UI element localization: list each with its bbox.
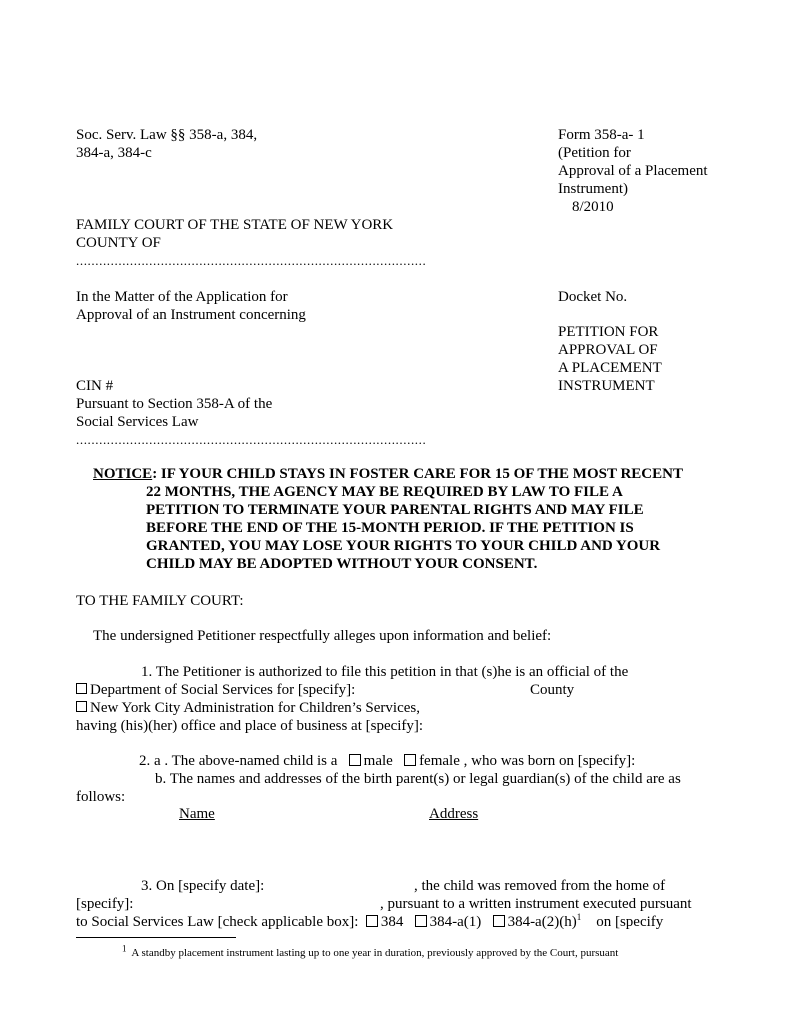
paragraph-2b-cont: follows: bbox=[76, 789, 126, 805]
address-column-header: Address bbox=[429, 806, 479, 822]
pursuant-line1: Pursuant to Section 358-A of the bbox=[76, 396, 273, 412]
female-checkbox[interactable] bbox=[404, 754, 416, 766]
option-acs[interactable]: New York City Administration for Children’s Services, bbox=[76, 699, 420, 717]
paragraph-3-date: 3. On [specify date]: bbox=[141, 878, 265, 894]
notice-line3: PETITION TO TERMINATE YOUR PARENTAL RIGHTS AND MAY FILE bbox=[146, 502, 644, 518]
form-description-line2: Approval of a Placement bbox=[558, 163, 708, 179]
notice-block bbox=[93, 465, 683, 573]
court-divider: ........................................................................................... bbox=[76, 253, 427, 268]
cin-label: CIN # bbox=[76, 378, 114, 394]
footnote-mark: 1 bbox=[122, 943, 127, 954]
matter-line2: Approval of an Instrument concerning bbox=[76, 307, 306, 323]
salutation: TO THE FAMILY COURT: bbox=[76, 593, 244, 609]
form-date: 8/2010 bbox=[572, 199, 614, 215]
notice-line5: GRANTED, YOU MAY LOSE YOUR RIGHTS TO YOUR CHILD AND YOUR bbox=[146, 538, 661, 554]
paragraph-3-instrument: , pursuant to a written instrument executed pursuant bbox=[380, 896, 692, 912]
docket-label: Docket No. bbox=[558, 289, 628, 305]
paragraph-1: 1. The Petitioner is authorized to file this petition in that (s)he is an official of the bbox=[141, 664, 629, 680]
caption-divider: ........................................................................................... bbox=[76, 432, 427, 447]
checkbox-384a1[interactable] bbox=[415, 915, 427, 927]
paragraph-2a: 2. a . The above-named child is a male female , who was born on [specify]: bbox=[139, 753, 636, 769]
name-column-header: Name bbox=[179, 806, 215, 822]
office-address-line: having (his)(her) office and place of business at [specify]: bbox=[76, 718, 424, 734]
paragraph-3-home: [specify]: bbox=[76, 896, 134, 912]
county-label: COUNTY OF bbox=[76, 235, 161, 251]
intro-paragraph: The undersigned Petitioner respectfully alleges upon information and belief: bbox=[93, 628, 552, 644]
checkbox-384[interactable] bbox=[366, 915, 378, 927]
notice-line1: NOTICE: IF YOUR CHILD STAYS IN FOSTER CARE FOR 15 OF THE MOST RECENT bbox=[93, 466, 683, 482]
checkbox-384a2h[interactable] bbox=[493, 915, 505, 927]
statute-citation-line2: 384-a, 384-c bbox=[76, 145, 152, 161]
petition-title-line4: INSTRUMENT bbox=[558, 378, 655, 394]
acs-checkbox[interactable] bbox=[76, 701, 87, 712]
petition-title-line1: PETITION FOR bbox=[558, 324, 659, 340]
footnote: $^1$ A standby placement instrument lasting up to one year in duration, previously approved by the Court, pursuant bbox=[122, 943, 619, 959]
paragraph-2b: b. The names and addresses of the birth parent(s) or legal guardian(s) of the child are as bbox=[155, 771, 681, 787]
male-checkbox[interactable] bbox=[349, 754, 361, 766]
paragraph-3-statute: to Social Services Law [check applicable box]: 384 384-a(1) $384-a(2)(h)^1$ on [specify bbox=[76, 912, 664, 930]
petition-title-line3: A PLACEMENT bbox=[558, 360, 662, 376]
county-label-2: County bbox=[530, 682, 575, 698]
notice-label: NOTICE bbox=[93, 466, 153, 482]
form-description-line3: Instrument) bbox=[558, 181, 628, 197]
form-description-line1: (Petition for bbox=[558, 145, 631, 161]
paragraph-3-removed: , the child was removed from the home of bbox=[414, 878, 666, 894]
matter-line1: In the Matter of the Application for bbox=[76, 289, 288, 305]
notice-line6: CHILD MAY BE ADOPTED WITHOUT YOUR CONSENT. bbox=[146, 556, 538, 572]
form-number: Form 358-a- 1 bbox=[558, 127, 645, 143]
petition-title-line2: APPROVAL OF bbox=[558, 342, 658, 358]
statute-citation-line1: Soc. Serv. Law §§ 358-a, 384, bbox=[76, 127, 258, 143]
court-name: FAMILY COURT OF THE STATE OF NEW YORK bbox=[76, 217, 394, 233]
dss-checkbox[interactable] bbox=[76, 683, 87, 694]
notice-line4: BEFORE THE END OF THE 15-MONTH PERIOD. IF THE PETITION IS bbox=[146, 520, 634, 536]
option-dss[interactable]: Department of Social Services for [specify]: bbox=[76, 681, 355, 699]
notice-line2: 22 MONTHS, THE AGENCY MAY BE REQUIRED BY LAW TO FILE A bbox=[146, 484, 623, 500]
pursuant-line2: Social Services Law bbox=[76, 414, 199, 430]
footnote-rule bbox=[76, 937, 236, 938]
footnote-ref: 1 bbox=[576, 912, 582, 922]
